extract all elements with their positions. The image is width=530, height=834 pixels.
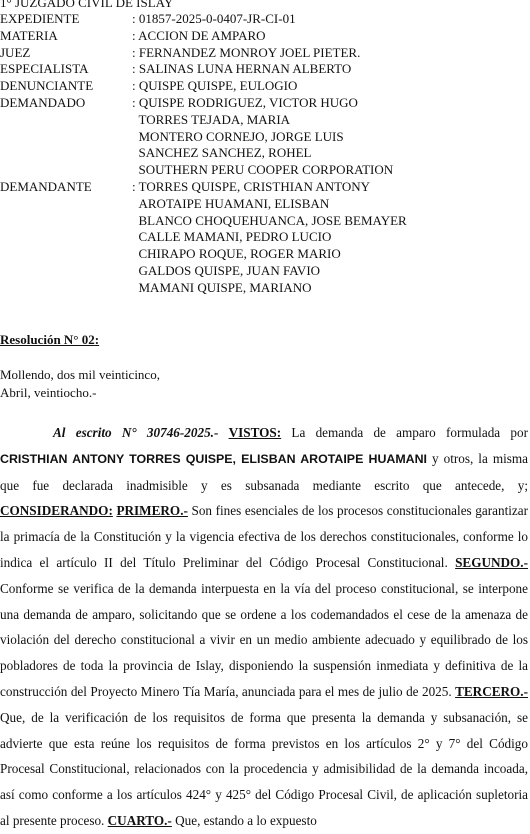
resolution-date (0, 366, 160, 402)
field-demandante (0, 179, 530, 196)
party-name: SOUTHERN PERU COOPER CORPORATION (138, 162, 394, 178)
cuarto-heading: CUARTO.- (107, 812, 172, 828)
court-name: 1° JUZGADO CIVIL DE ISLAY (0, 0, 174, 10)
field-label: MATERIA (0, 27, 58, 43)
escrito-ref: Al escrito N° 30746-2025.- (53, 425, 219, 440)
resolution-title: Resolución N° 02: (0, 332, 100, 347)
field-demandante-cont (0, 229, 530, 246)
field-label: DEMANDADO (0, 94, 86, 110)
field-expediente (0, 11, 530, 28)
field-label: ESPECIALISTA (0, 61, 89, 77)
party-name: SANCHEZ SANCHEZ, ROHEL (138, 145, 312, 161)
date-line: Abril, veintiocho.- (0, 385, 97, 400)
field-demandante-cont (0, 196, 530, 213)
field-label: EXPEDIENTE (0, 11, 80, 26)
field-label: DEMANDANTE (0, 178, 92, 194)
field-value: : QUISPE RODRIGUEZ, VICTOR HUGO (132, 94, 358, 110)
party-name: TORRES TEJADA, MARIA (138, 111, 291, 127)
case-header (0, 0, 530, 297)
party-name: MONTERO CORNEJO, JORGE LUIS (138, 128, 344, 144)
vistos-heading: VISTOS: (228, 425, 282, 440)
party-name: CALLE MAMANI, PEDRO LUCIO (138, 229, 332, 245)
field-materia (0, 28, 530, 45)
field-demandado-cont (0, 162, 530, 179)
field-demandado (0, 95, 530, 112)
segundo-heading: SEGUNDO.- (455, 554, 528, 570)
primero-heading: PRIMERO.- (116, 503, 188, 519)
field-label: DENUNCIANTE (0, 78, 94, 94)
field-demandante-cont (0, 213, 530, 230)
field-value: : QUISPE QUISPE, EULOGIO (132, 78, 298, 94)
party-name: MAMANI QUISPE, MARIANO (138, 279, 312, 295)
field-value: : FERNANDEZ MONROY JOEL PIETER. (132, 44, 361, 60)
field-juez (0, 45, 530, 62)
date-line: Mollendo, dos mil veinticinco, (0, 367, 160, 382)
field-demandado-cont (0, 129, 530, 146)
field-demandante-cont (0, 246, 530, 263)
field-demandante-cont (0, 263, 530, 280)
party-name: AROTAIPE HUAMANI, ELISBAN (138, 195, 330, 211)
field-value: : TORRES QUISPE, CRISTHIAN ANTONY (132, 178, 371, 194)
considerando-heading: CONSIDERANDO: (0, 503, 113, 519)
party-name: CHIRAPO ROQUE, ROGER MARIO (138, 246, 341, 262)
field-denunciante (0, 78, 530, 95)
field-label: JUEZ (0, 44, 31, 60)
field-value: : SALINAS LUNA HERNAN ALBERTO (132, 61, 352, 77)
resolution-body: Al escrito N° 30746-2025.- VISTOS: La demanda de amparo formulada por CRISTHIAN ANTONY TORRES QUISPE, ELISBAN AROTAIPE HUAMANI y otros, la misma que fue declarada inadmisible y es subsanada mediante escrito que antecede, y; CONSIDERANDO: PRIMERO.- Son fines esenciales de los procesos constitucionales garantizar la primacía de la Constitución y la vigencia efectiva de los derechos constitucionales, conforme lo indica el artículo II del Título Preliminar del Código Procesal Constitucional. SEGUNDO.- Conforme se verifica de la demanda interpuesta en la vía del proceso constitucional, se interpone una demanda de amparo, solicitando que se ordene a los codemandados el cese de la amenaza de violación del derecho constitucional a vivir en un medio ambiente adecuado y equilibrado de los pobladores de toda la provincia de Islay, disponiendo la suspensión inmediata y definitiva de la construcción del Proyecto Minero Tía María, anunciada para el mes de julio de 2025. TERCERO.- Que, de la verificación de los requisitos de forma que presenta la demanda y subsanación, se advierte que esta reúne los requisitos de forma previstos en los artículos 2° y 7° del Código Procesal Constitucional, relacionados con la procedencia y admisibilidad de la demanda incoada, así como conforme a los artículos 424° y 425° del Código Procesal Civil, de aplicación supletoria al presente proceso. CUARTO.- Que, estando a lo expuesto (0, 425, 529, 828)
field-demandante-cont (0, 280, 530, 297)
tercero-heading: TERCERO.- (455, 683, 528, 699)
field-value: : 01857-2025-0-0407-JR-CI-01 (132, 11, 296, 26)
field-value: : ACCION DE AMPARO (132, 27, 266, 43)
plaintiff-names: CRISTHIAN ANTONY TORRES QUISPE, ELISBAN AROTAIPE HUAMANI (0, 451, 427, 466)
party-name: GALDOS QUISPE, JUAN FAVIO (138, 262, 321, 278)
field-especialista (0, 61, 530, 78)
field-demandado-cont (0, 145, 530, 162)
party-name: BLANCO CHOQUEHUANCA, JOSE BEMAYER (138, 212, 407, 228)
field-demandado-cont (0, 112, 530, 129)
